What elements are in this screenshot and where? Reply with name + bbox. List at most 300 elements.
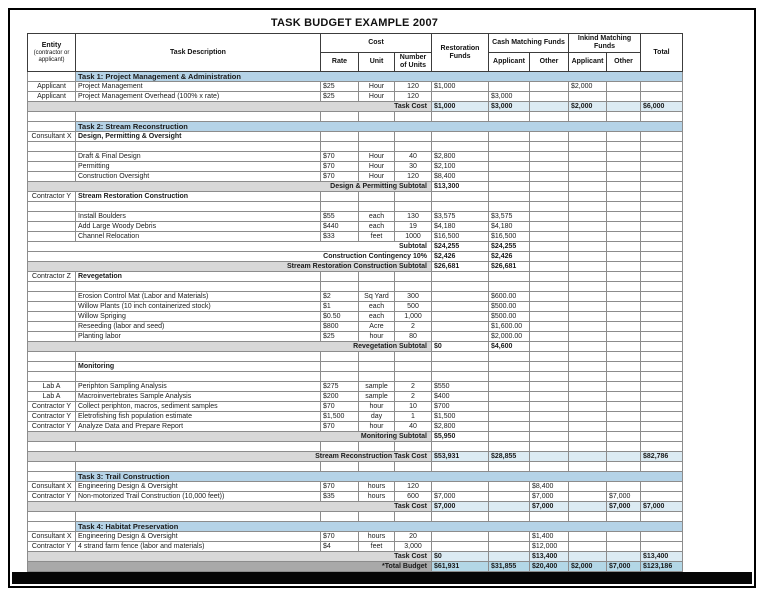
table-row-data: [28, 152, 683, 162]
cell-total: $123,186: [641, 562, 683, 572]
cell-inkind-applicant: $2,000: [569, 102, 607, 112]
cell-entity: [28, 72, 76, 82]
cell-description: Permitting: [76, 162, 321, 172]
cell-unit: [359, 512, 395, 522]
col-header-total: Total: [641, 34, 683, 72]
cell-total: [641, 302, 683, 312]
cell-inkind-applicant: [569, 202, 607, 212]
cell-rate: $25: [321, 92, 359, 102]
table-row-data: [28, 92, 683, 102]
cell-total: [641, 172, 683, 182]
cell-description: [76, 352, 321, 362]
table-row-band: [28, 72, 683, 82]
table-row-subtotal: [28, 432, 683, 442]
cell-inkind-applicant: [569, 392, 607, 402]
cell-description: [76, 442, 321, 452]
cell-cash-applicant: [489, 502, 530, 512]
cell-rate: $70: [321, 172, 359, 182]
table-row-data: [28, 172, 683, 182]
cell-number-of-units: [395, 132, 432, 142]
cell-unit: feet: [359, 232, 395, 242]
col-header-cost: Cost: [321, 34, 432, 53]
cell-rate: $55: [321, 212, 359, 222]
row-label: Monitoring Subtotal: [28, 432, 432, 442]
cell-number-of-units: [395, 202, 432, 212]
cell-inkind-applicant: [569, 182, 607, 192]
cell-total: [641, 162, 683, 172]
col-header-inkind-other: Other: [607, 53, 641, 72]
cell-number-of-units: 1,000: [395, 312, 432, 322]
cell-total: [641, 182, 683, 192]
cell-rate: $70: [321, 482, 359, 492]
cell-rate: $70: [321, 162, 359, 172]
task-band-label: Task 4: Habitat Preservation: [76, 522, 683, 532]
cell-description: [76, 462, 321, 472]
cell-inkind-applicant: [569, 372, 607, 382]
cell-restoration-funds: $16,500: [432, 232, 489, 242]
cell-restoration-funds: [432, 532, 489, 542]
cell-entity: [28, 472, 76, 482]
cell-entity: [28, 352, 76, 362]
cell-unit: Hour: [359, 152, 395, 162]
cell-restoration-funds: $2,100: [432, 162, 489, 172]
cell-description: Draft & Final Design: [76, 152, 321, 162]
cell-cash-other: [530, 422, 569, 432]
cell-number-of-units: [395, 362, 432, 372]
cell-restoration-funds: [432, 192, 489, 202]
cell-restoration-funds: $53,931: [432, 452, 489, 462]
col-header-unit: Unit: [359, 53, 395, 72]
cell-number-of-units: 19: [395, 222, 432, 232]
cell-number-of-units: 30: [395, 162, 432, 172]
cell-cash-other: [530, 352, 569, 362]
cell-restoration-funds: $0: [432, 552, 489, 562]
cell-cash-applicant: [489, 172, 530, 182]
cell-entity: Lab A: [28, 382, 76, 392]
cell-inkind-applicant: [569, 552, 607, 562]
cell-inkind-other: [607, 402, 641, 412]
cell-entity: [28, 142, 76, 152]
cell-restoration-funds: $0: [432, 342, 489, 352]
cell-rate: [321, 192, 359, 202]
cell-restoration-funds: [432, 272, 489, 282]
cell-number-of-units: 500: [395, 302, 432, 312]
cell-description: [76, 282, 321, 292]
cell-rate: $70: [321, 422, 359, 432]
table-row-data: [28, 542, 683, 552]
cell-number-of-units: [395, 272, 432, 282]
cell-description: [76, 202, 321, 212]
table-row-data: [28, 232, 683, 242]
cell-cash-applicant: [489, 372, 530, 382]
table-row-data: [28, 332, 683, 342]
cell-rate: [321, 202, 359, 212]
cell-cash-applicant: [489, 412, 530, 422]
cell-entity: Contractor Y: [28, 192, 76, 202]
cell-restoration-funds: $2,426: [432, 252, 489, 262]
cell-inkind-other: $7,000: [607, 562, 641, 572]
cell-restoration-funds: $400: [432, 392, 489, 402]
cell-description: Reseeding (labor and seed): [76, 322, 321, 332]
cell-cash-other: [530, 282, 569, 292]
cell-inkind-other: [607, 332, 641, 342]
cell-restoration-funds: [432, 112, 489, 122]
table-row-data: [28, 292, 683, 302]
page-frame: [8, 8, 756, 588]
cell-inkind-other: [607, 252, 641, 262]
table-row-blank: [28, 112, 683, 122]
cell-cash-applicant: $500.00: [489, 302, 530, 312]
cell-unit: sample: [359, 382, 395, 392]
cell-description: [76, 372, 321, 382]
cell-rate: [321, 272, 359, 282]
cell-cash-applicant: $600.00: [489, 292, 530, 302]
table-row-subtotal: [28, 342, 683, 352]
cell-inkind-other: [607, 322, 641, 332]
cell-inkind-other: [607, 282, 641, 292]
cell-inkind-other: [607, 442, 641, 452]
cell-description: Project Management: [76, 82, 321, 92]
cell-cash-other: [530, 232, 569, 242]
cell-description: Stream Restoration Construction: [76, 192, 321, 202]
cell-inkind-applicant: [569, 402, 607, 412]
table-row-data: [28, 302, 683, 312]
cell-cash-applicant: $31,855: [489, 562, 530, 572]
entity-header-sub1: (contractor or: [33, 50, 70, 57]
cell-inkind-other: [607, 452, 641, 462]
cell-cash-other: [530, 512, 569, 522]
cell-description: Erosion Control Mat (Labor and Materials): [76, 292, 321, 302]
table-row-data: [28, 422, 683, 432]
cell-unit: each: [359, 312, 395, 322]
cell-cash-other: [530, 162, 569, 172]
cell-rate: $35: [321, 492, 359, 502]
cell-restoration-funds: $2,800: [432, 422, 489, 432]
cell-unit: Hour: [359, 82, 395, 92]
cell-cash-applicant: [489, 552, 530, 562]
table-row-taskcost: [28, 102, 683, 112]
cell-cash-other: [530, 442, 569, 452]
cell-rate: $1: [321, 302, 359, 312]
cell-total: [641, 372, 683, 382]
cell-inkind-applicant: [569, 322, 607, 332]
cell-inkind-applicant: [569, 162, 607, 172]
cell-inkind-applicant: [569, 242, 607, 252]
cell-unit: [359, 282, 395, 292]
cell-inkind-applicant: [569, 272, 607, 282]
cell-number-of-units: 130: [395, 212, 432, 222]
cell-total: [641, 542, 683, 552]
budget-table-body: [28, 72, 683, 572]
cell-rate: [321, 282, 359, 292]
cell-number-of-units: [395, 462, 432, 472]
cell-description: Revegetation: [76, 272, 321, 282]
cell-restoration-funds: $26,681: [432, 262, 489, 272]
cell-unit: hour: [359, 332, 395, 342]
cell-inkind-other: [607, 392, 641, 402]
cell-rate: $0.50: [321, 312, 359, 322]
cell-total: [641, 132, 683, 142]
cell-total: $13,400: [641, 552, 683, 562]
row-label: Task Cost: [28, 552, 432, 562]
cell-inkind-other: [607, 102, 641, 112]
col-header-cash-other: Other: [530, 53, 569, 72]
table-row-data: [28, 162, 683, 172]
cell-inkind-other: [607, 162, 641, 172]
cell-cash-applicant: $3,000: [489, 102, 530, 112]
cell-inkind-applicant: [569, 142, 607, 152]
cell-entity: [28, 302, 76, 312]
cell-inkind-other: [607, 342, 641, 352]
cell-unit: Sq Yard: [359, 292, 395, 302]
cell-unit: hours: [359, 492, 395, 502]
cell-total: [641, 112, 683, 122]
table-row-subtotal: [28, 262, 683, 272]
cell-cash-applicant: [489, 352, 530, 362]
cell-restoration-funds: $1,000: [432, 82, 489, 92]
cell-inkind-applicant: [569, 232, 607, 242]
cell-cash-other: [530, 242, 569, 252]
cell-unit: [359, 192, 395, 202]
cell-description: Design, Permitting & Oversight: [76, 132, 321, 142]
cell-cash-other: [530, 452, 569, 462]
cell-rate: [321, 372, 359, 382]
cell-cash-other: [530, 182, 569, 192]
cell-inkind-applicant: [569, 452, 607, 462]
col-header-cash-matching-funds: Cash Matching Funds: [489, 34, 569, 53]
cell-total: [641, 312, 683, 322]
cell-entity: Consultant X: [28, 532, 76, 542]
cell-cash-applicant: [489, 182, 530, 192]
cell-unit: day: [359, 412, 395, 422]
cell-total: [641, 192, 683, 202]
cell-cash-applicant: $4,180: [489, 222, 530, 232]
cell-total: [641, 262, 683, 272]
cell-cash-other: [530, 92, 569, 102]
cell-cash-other: [530, 302, 569, 312]
cell-description: Analyze Data and Prepare Report: [76, 422, 321, 432]
table-row-taskcost: [28, 452, 683, 462]
table-row-data: [28, 492, 683, 502]
cell-inkind-applicant: [569, 482, 607, 492]
cell-cash-other: [530, 222, 569, 232]
cell-description: [76, 142, 321, 152]
cell-inkind-other: [607, 132, 641, 142]
cell-restoration-funds: [432, 312, 489, 322]
cell-total: [641, 222, 683, 232]
cell-entity: [28, 292, 76, 302]
cell-rate: $70: [321, 532, 359, 542]
cell-cash-applicant: [489, 482, 530, 492]
cell-inkind-other: [607, 92, 641, 102]
cell-restoration-funds: [432, 442, 489, 452]
cell-number-of-units: [395, 442, 432, 452]
cell-number-of-units: 80: [395, 332, 432, 342]
cell-description: Macroinvertebrates Sample Analysis: [76, 392, 321, 402]
cell-rate: $70: [321, 402, 359, 412]
cell-entity: Contractor Y: [28, 542, 76, 552]
cell-cash-applicant: [489, 422, 530, 432]
cell-cash-applicant: [489, 402, 530, 412]
table-row-data: [28, 212, 683, 222]
cell-cash-applicant: $2,000.00: [489, 332, 530, 342]
cell-total: [641, 482, 683, 492]
cell-entity: Consultant X: [28, 482, 76, 492]
cell-inkind-other: [607, 412, 641, 422]
cell-inkind-other: [607, 242, 641, 252]
cell-entity: Contractor Z: [28, 272, 76, 282]
table-row-data: [28, 312, 683, 322]
cell-entity: Lab A: [28, 392, 76, 402]
cell-total: $82,786: [641, 452, 683, 462]
cell-unit: each: [359, 212, 395, 222]
budget-sheet: [27, 12, 683, 572]
cell-inkind-applicant: [569, 292, 607, 302]
col-header-task-description: Task Description: [76, 34, 321, 72]
cell-restoration-funds: $8,400: [432, 172, 489, 182]
cell-total: [641, 202, 683, 212]
cell-entity: [28, 322, 76, 332]
cell-inkind-other: [607, 302, 641, 312]
row-label: Task Cost: [28, 102, 432, 112]
cell-number-of-units: 1: [395, 412, 432, 422]
cell-total: [641, 442, 683, 452]
cell-total: [641, 462, 683, 472]
budget-table-header: [28, 34, 683, 72]
cell-rate: [321, 352, 359, 362]
cell-cash-applicant: [489, 82, 530, 92]
cell-restoration-funds: [432, 332, 489, 342]
cell-rate: $275: [321, 382, 359, 392]
cell-unit: sample: [359, 392, 395, 402]
cell-inkind-other: [607, 272, 641, 282]
cell-total: [641, 342, 683, 352]
table-row-grandtotal: [28, 562, 683, 572]
cell-inkind-other: [607, 212, 641, 222]
cell-inkind-other: [607, 232, 641, 242]
cell-entity: [28, 332, 76, 342]
cell-restoration-funds: $13,300: [432, 182, 489, 192]
cell-restoration-funds: [432, 462, 489, 472]
cell-number-of-units: 10: [395, 402, 432, 412]
table-row-band: [28, 122, 683, 132]
cell-inkind-applicant: [569, 312, 607, 322]
cell-description: Channel Relocation: [76, 232, 321, 242]
cell-cash-applicant: [489, 362, 530, 372]
cell-inkind-applicant: [569, 412, 607, 422]
cell-cash-applicant: [489, 382, 530, 392]
table-row-band: [28, 472, 683, 482]
cell-description: Construction Oversight: [76, 172, 321, 182]
cell-inkind-other: [607, 292, 641, 302]
cell-cash-other: [530, 402, 569, 412]
col-header-cash-applicant: Applicant: [489, 53, 530, 72]
cell-cash-other: [530, 172, 569, 182]
cell-unit: [359, 362, 395, 372]
cell-inkind-applicant: [569, 422, 607, 432]
table-row-subtotal: [28, 182, 683, 192]
cell-total: [641, 512, 683, 522]
row-label: Design & Permitting Subtotal: [28, 182, 432, 192]
cell-restoration-funds: [432, 92, 489, 102]
cell-cash-other: [530, 102, 569, 112]
cell-inkind-applicant: [569, 342, 607, 352]
cell-cash-applicant: $26,681: [489, 262, 530, 272]
page-bottom-bar: [12, 572, 752, 584]
table-row-taskcost: [28, 502, 683, 512]
row-label: Revegetation Subtotal: [28, 342, 432, 352]
cell-inkind-applicant: [569, 172, 607, 182]
cell-inkind-other: [607, 482, 641, 492]
cell-cash-applicant: [489, 282, 530, 292]
cell-number-of-units: [395, 112, 432, 122]
cell-restoration-funds: [432, 292, 489, 302]
cell-number-of-units: 1000: [395, 232, 432, 242]
cell-total: [641, 432, 683, 442]
cell-inkind-applicant: [569, 352, 607, 362]
cell-rate: $25: [321, 332, 359, 342]
cell-inkind-applicant: $2,000: [569, 562, 607, 572]
cell-description: Project Management Overhead (100% x rate): [76, 92, 321, 102]
cell-cash-applicant: [489, 142, 530, 152]
cell-restoration-funds: [432, 362, 489, 372]
cell-restoration-funds: [432, 352, 489, 362]
row-label: *Total Budget: [28, 562, 432, 572]
cell-inkind-applicant: [569, 262, 607, 272]
table-row-data: [28, 222, 683, 232]
cell-unit: hours: [359, 482, 395, 492]
cell-restoration-funds: [432, 282, 489, 292]
cell-cash-other: [530, 312, 569, 322]
cell-description: Engineering Design & Oversight: [76, 532, 321, 542]
cell-total: [641, 232, 683, 242]
cell-cash-applicant: $500.00: [489, 312, 530, 322]
cell-inkind-other: [607, 512, 641, 522]
cell-rate: $1,500: [321, 412, 359, 422]
cell-cash-applicant: [489, 152, 530, 162]
cell-unit: hours: [359, 532, 395, 542]
cell-rate: [321, 142, 359, 152]
table-row-data: [28, 392, 683, 402]
cell-unit: Hour: [359, 92, 395, 102]
cell-total: [641, 392, 683, 402]
cell-number-of-units: 600: [395, 492, 432, 502]
header-row-1: [28, 34, 683, 53]
cell-cash-applicant: [489, 162, 530, 172]
cell-cash-other: [530, 332, 569, 342]
cell-inkind-other: [607, 462, 641, 472]
cell-cash-applicant: [489, 202, 530, 212]
cell-cash-applicant: [489, 432, 530, 442]
cell-cash-applicant: $24,255: [489, 242, 530, 252]
cell-inkind-other: [607, 82, 641, 92]
cell-cash-applicant: [489, 132, 530, 142]
cell-unit: Acre: [359, 322, 395, 332]
cell-entity: Consultant X: [28, 132, 76, 142]
cell-total: [641, 322, 683, 332]
cell-number-of-units: 40: [395, 152, 432, 162]
row-label: Task Cost: [28, 502, 432, 512]
cell-inkind-other: [607, 192, 641, 202]
cell-inkind-other: [607, 352, 641, 362]
cell-restoration-funds: $1,000: [432, 102, 489, 112]
cell-inkind-other: [607, 152, 641, 162]
cell-cash-applicant: $3,575: [489, 212, 530, 222]
cell-cash-applicant: $2,426: [489, 252, 530, 262]
cell-inkind-other: [607, 432, 641, 442]
table-row-subhead: [28, 132, 683, 142]
cell-inkind-other: [607, 142, 641, 152]
